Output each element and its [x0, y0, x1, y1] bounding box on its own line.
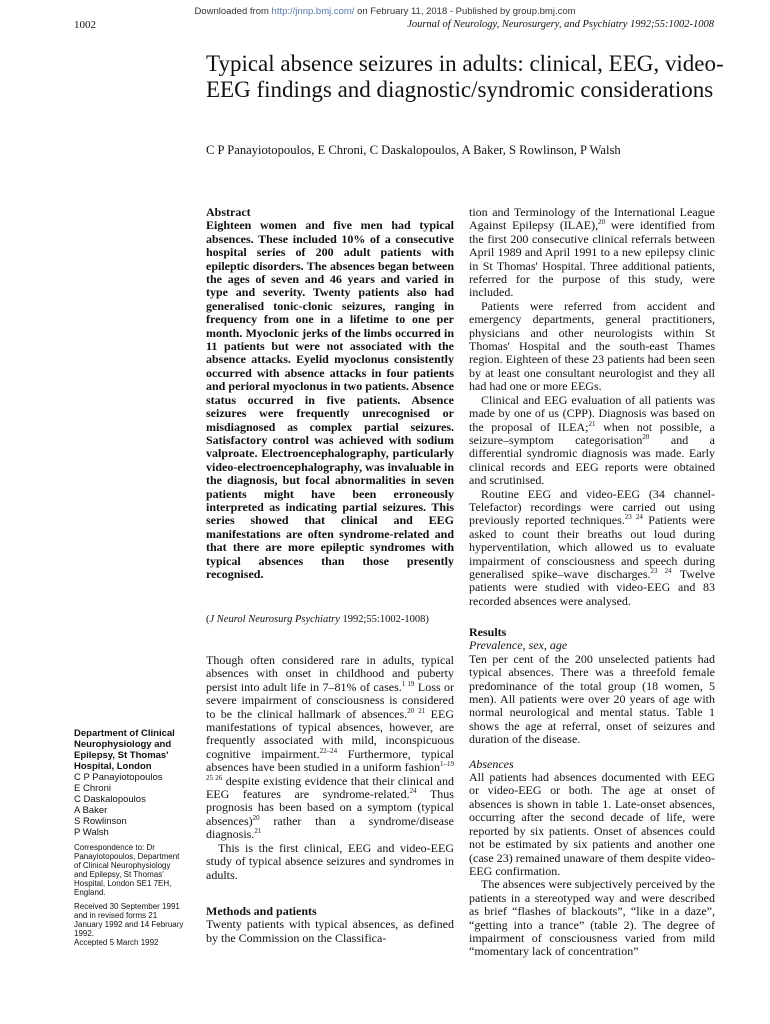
author-list: C P Panayiotopoulos, E Chroni, C Daskalopoulos, A Baker, S Rowlinson, P Walsh [206, 143, 621, 157]
citation: (J Neurol Neurosurg Psychiatry 1992;55:1002-1008) [206, 614, 429, 625]
methods-paragraph: Patients were referred from accident and emergency departments, general practitioners, physicians and other neurologists within St Thomas' Hospital and the south-east Thames region. Eighteen of these 23 patients had been seen by at least one consultant neurologist and they all had had one or more EEGs. [469, 298, 715, 394]
affiliation-author: A Baker [74, 805, 108, 816]
download-notice: Downloaded from http://jnnp.bmj.com/ on February 11, 2018 - Published by group.bmj.com [194, 6, 576, 17]
affiliation-author: C Daskalopoulos [74, 794, 146, 805]
methods-paragraph: Clinical and EEG evaluation of all patients was made by one of us (CPP). Diagnosis was based on the proposal of ILEA;$^{21}$ when not possible, a seizure–symptom categorisation$^{20}$ and a differential syndromic diagnosis was made. Early clinical records and EEG reports were obtained and scrutinised. [469, 392, 715, 488]
received-dates: Received 30 September 1991 and in revised forms 21 January 1992 and 14 February 1992. [74, 902, 184, 938]
page-number: 1002 [74, 19, 96, 31]
affiliation-department: Department of Clinical Neurophysiology and Epilepsy, St Thomas' Hospital, London [74, 728, 175, 772]
correspondence: Correspondence to: Dr Panayiotopoulos, Department of Clinical Neurophysiology and Epilepsy, St Thomas' Hospital, London SE1 7EH, England. [74, 843, 180, 897]
results-subheading: Absences [469, 756, 514, 771]
methods-paragraph: Twenty patients with typical absences, as defined by the Commission on the Classifica- [206, 917, 454, 945]
article-title: Typical absence seizures in adults: clinical, EEG, video-EEG findings and diagnostic/syndromic considerations [206, 51, 724, 102]
journal-header: Journal of Neurology, Neurosurgery, and Psychiatry 1992;55:1002-1008 [407, 19, 714, 30]
affiliation-sidebar [74, 728, 184, 947]
intro-paragraph: This is the first clinical, EEG and video-EEG study of typical absence seizures and syndromes in adults. [206, 840, 454, 882]
affiliation-author: C P Panayiotopoulos [74, 772, 163, 783]
affiliation-author: S Rowlinson [74, 816, 127, 827]
abstract-heading: Abstract [206, 205, 251, 219]
introduction-section [206, 654, 454, 882]
results-heading: Results [469, 625, 507, 639]
affiliation-author: E Chroni [74, 783, 111, 794]
results-paragraph: All patients had absences documented with EEG or video-EEG or both. The age at onset of absences is shown in table 1. Late-onset absences, occurring after the second decade of life, were reported by six patients. Onset of absences could not be estimated by six patients and another one (case 23) remained unaware of them despite video-EEG confirmation. [469, 770, 715, 878]
methods-paragraph: Routine EEG and video-EEG (34 channel-Telefactor) recordings were carried out using previously reported techniques.$^{23 24}$ Patients were asked to count their breaths out loud during hyperventilation, which allowed us to evaluate impairment of consciousness and speech during generalised spike–wave discharges.$^{23 24}$ Twelve patients were studied with video-EEG and 83 recorded absences were analysed. [469, 486, 716, 608]
download-link[interactable]: http://jnnp.bmj.com/ [271, 6, 355, 17]
results-subheading: Prevalence, sex, age [469, 638, 568, 653]
abstract-section [206, 206, 454, 581]
accepted-date: Accepted 5 March 1992 [74, 938, 159, 947]
affiliation-author: P Walsh [74, 827, 109, 838]
abstract-text: Eighteen women and five men had typical absences. These included 10% of a consecutive hospital series of 200 adult patients with epileptic disorders. The absences began between the ages of seven and 46 years and varied in type and severity. Twenty patients also had generalised tonic-clonic seizures, ranging in frequency from one in a lifetime to one per month. Myoclonic jerks of the limbs occurred in 11 patients but were not associated with the absence attacks. Eyelid myoclonus consistently occurred with absence attacks in four patients and perioral myoclonus in two patients. Absence status occurred in five patients. Absence seizures were frequently unrecognised or misdiagnosed as complex partial seizures. Satisfactory control was achieved with sodium valproate. Electroencephalography, particularly video-electroencephalography, was invaluable in the diagnosis, but focal abnormalities in seven patients might have been erroneously interpreted as indicating partial seizures. This series showed that clinical and EEG manifestations are often syndrome-related and that there are more epileptic syndromes with typical absences than those presently recognised. [206, 218, 454, 581]
intro-paragraph: Though often considered rare in adults, typical absences with onset in childhood and puberty persist into adult life in 7–81% of cases.$^{1 19}$ Loss or severe impairment of consciousness is considered to be the clinical hallmark of absences.$^{20 21}$ EEG manifestations of typical absences, however, are frequently associated with mild, inconspicuous cognitive impairment.$^{22-24}$ Furthermore, typical absences have been studied in a uniform fashion$^{1-19 25 26}$ despite existing evidence that their clinical and EEG features are syndrome-related.$^{24}$ Thus prognosis has been based on a symptom (typical absences)$^{20}$ rather than a syndrome/disease diagnosis.$^{21}$ [206, 653, 454, 842]
methods-continued [469, 206, 715, 608]
results-paragraph: The absences were subjectively perceived by the patients in a stereotyped way and were described as brief “flashes of blackouts”, “like in a daze”, “getting into a trance” (table 2). The degree of impairment of consciousness varied from mild “momentary lack of concentration” [469, 877, 715, 959]
methods-heading: Methods and patients [206, 904, 317, 918]
results-section [469, 626, 715, 959]
methods-section [206, 905, 454, 945]
methods-paragraph: tion and Terminology of the International League Against Epilepsy (ILAE),$^{20}$ were identified from the first 200 consecutive clinical referrals between April 1989 and April 1991 to a new epilepsy clinic in St Thomas' Hospital. Three additional patients, referred for the purpose of this study, were included. [469, 205, 716, 300]
results-paragraph: Ten per cent of the 200 unselected patients had typical absences. There was a threefold female predominance of the total group (18 women, 5 men). All patients were over 20 years of age with normal neurological and mental status. Table 1 shows the age at referral, onset of seizures and duration of the disease. [469, 651, 715, 747]
